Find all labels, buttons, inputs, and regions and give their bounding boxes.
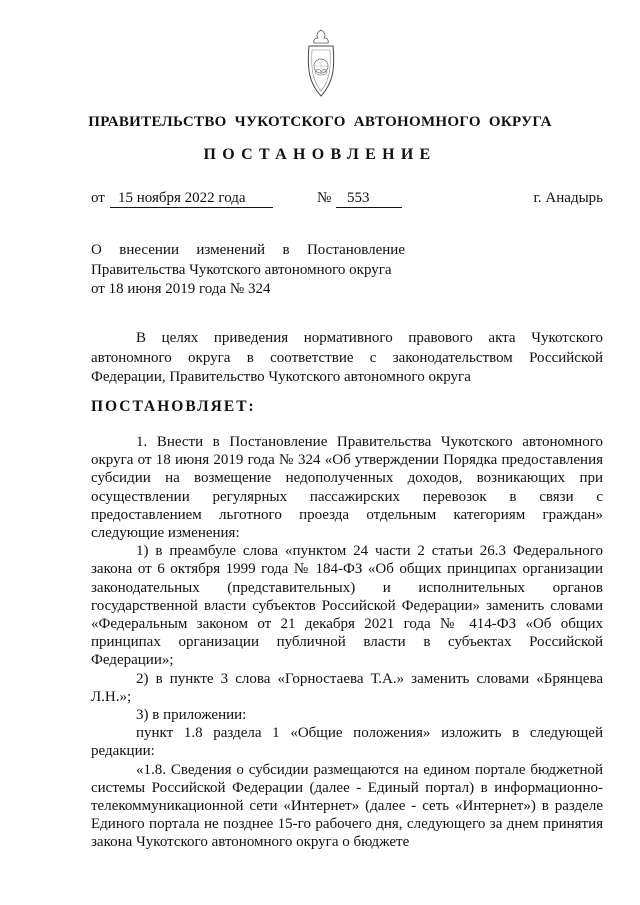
document-type-title: ПОСТАНОВЛЕНИЕ — [203, 146, 437, 163]
paragraph-1: 1. Внести в Постановление Правительства Чукотского автономного округа от 18 июня 2019 года № 324 «Об утверждении Порядка предоставления субсидии на возмещение недополученных доходов, возникающих при осуществлении регулярных пассажирских перевозок в связи с предоставлением льготного проезда отдельным категориям граждан» следующие изменения: — [91, 434, 603, 542]
document-number: 553 — [336, 190, 402, 208]
paragraph-1-2: 2) в пункте 3 слова «Горностаева Т.А.» заменить словами «Брянцева Л.Н.»; — [91, 670, 603, 705]
document-date: 15 ноября 2022 года — [110, 190, 273, 208]
paragraph-1-3: 3) в приложении: — [136, 707, 247, 724]
date-prefix: от — [91, 190, 105, 206]
government-title: ПРАВИТЕЛЬСТВО ЧУКОТСКОГО АВТОНОМНОГО ОКРУГА — [88, 114, 552, 130]
document-city: г. Анадырь — [533, 190, 603, 206]
coat-of-arms-icon — [303, 28, 339, 102]
preamble — [91, 329, 603, 388]
preamble-paragraph: В целях приведения нормативного правового акта Чукотского автономного округа в соответствие с законодательством Российской Федерации, Правительство Чукотского автономного округа — [91, 330, 603, 385]
paragraph-1-1: 1) в преамбуле слова «пунктом 24 части 2 статьи 26.3 Федерального закона от 6 октября 1999 года № 184-ФЗ «Об общих принципах организации законодательных (представительных) и исполнительных органов государственной власти субъектов Российской Федерации» заменить словами «Федеральным законом от 21 декабря 2021 года № 414-ФЗ «Об общих принципах организации публичной власти в субъектах Российской Федерации»; — [91, 543, 603, 669]
number-prefix: № — [317, 190, 332, 206]
paragraph-1-3-item: пункт 1.8 раздела 1 «Общие положения» изложить в следующей редакции: — [91, 725, 603, 760]
main-text — [91, 433, 603, 852]
subject-line: О внесении изменений в Постановление — [91, 242, 405, 258]
resolves-heading: ПОСТАНОВЛЯЕТ: — [91, 398, 256, 415]
document-meta-row — [91, 190, 603, 212]
paragraph-1-8-quote: «1.8. Сведения о субсидии размещаются на едином портале бюджетной системы Российской Федерации (далее - Единый портал) в информационно-телекоммуникационной сети «Интернет» (далее - сеть «Интернет») в разделе Единого портала не позднее 15-го рабочего дня, следующего за днем принятия закона Чукотского автономного округа о бюджете — [91, 761, 603, 851]
subject-line: Правительства Чукотского автономного округа — [91, 261, 392, 278]
document-subject — [91, 241, 405, 300]
subject-line: от 18 июня 2019 года № 324 — [91, 281, 271, 297]
